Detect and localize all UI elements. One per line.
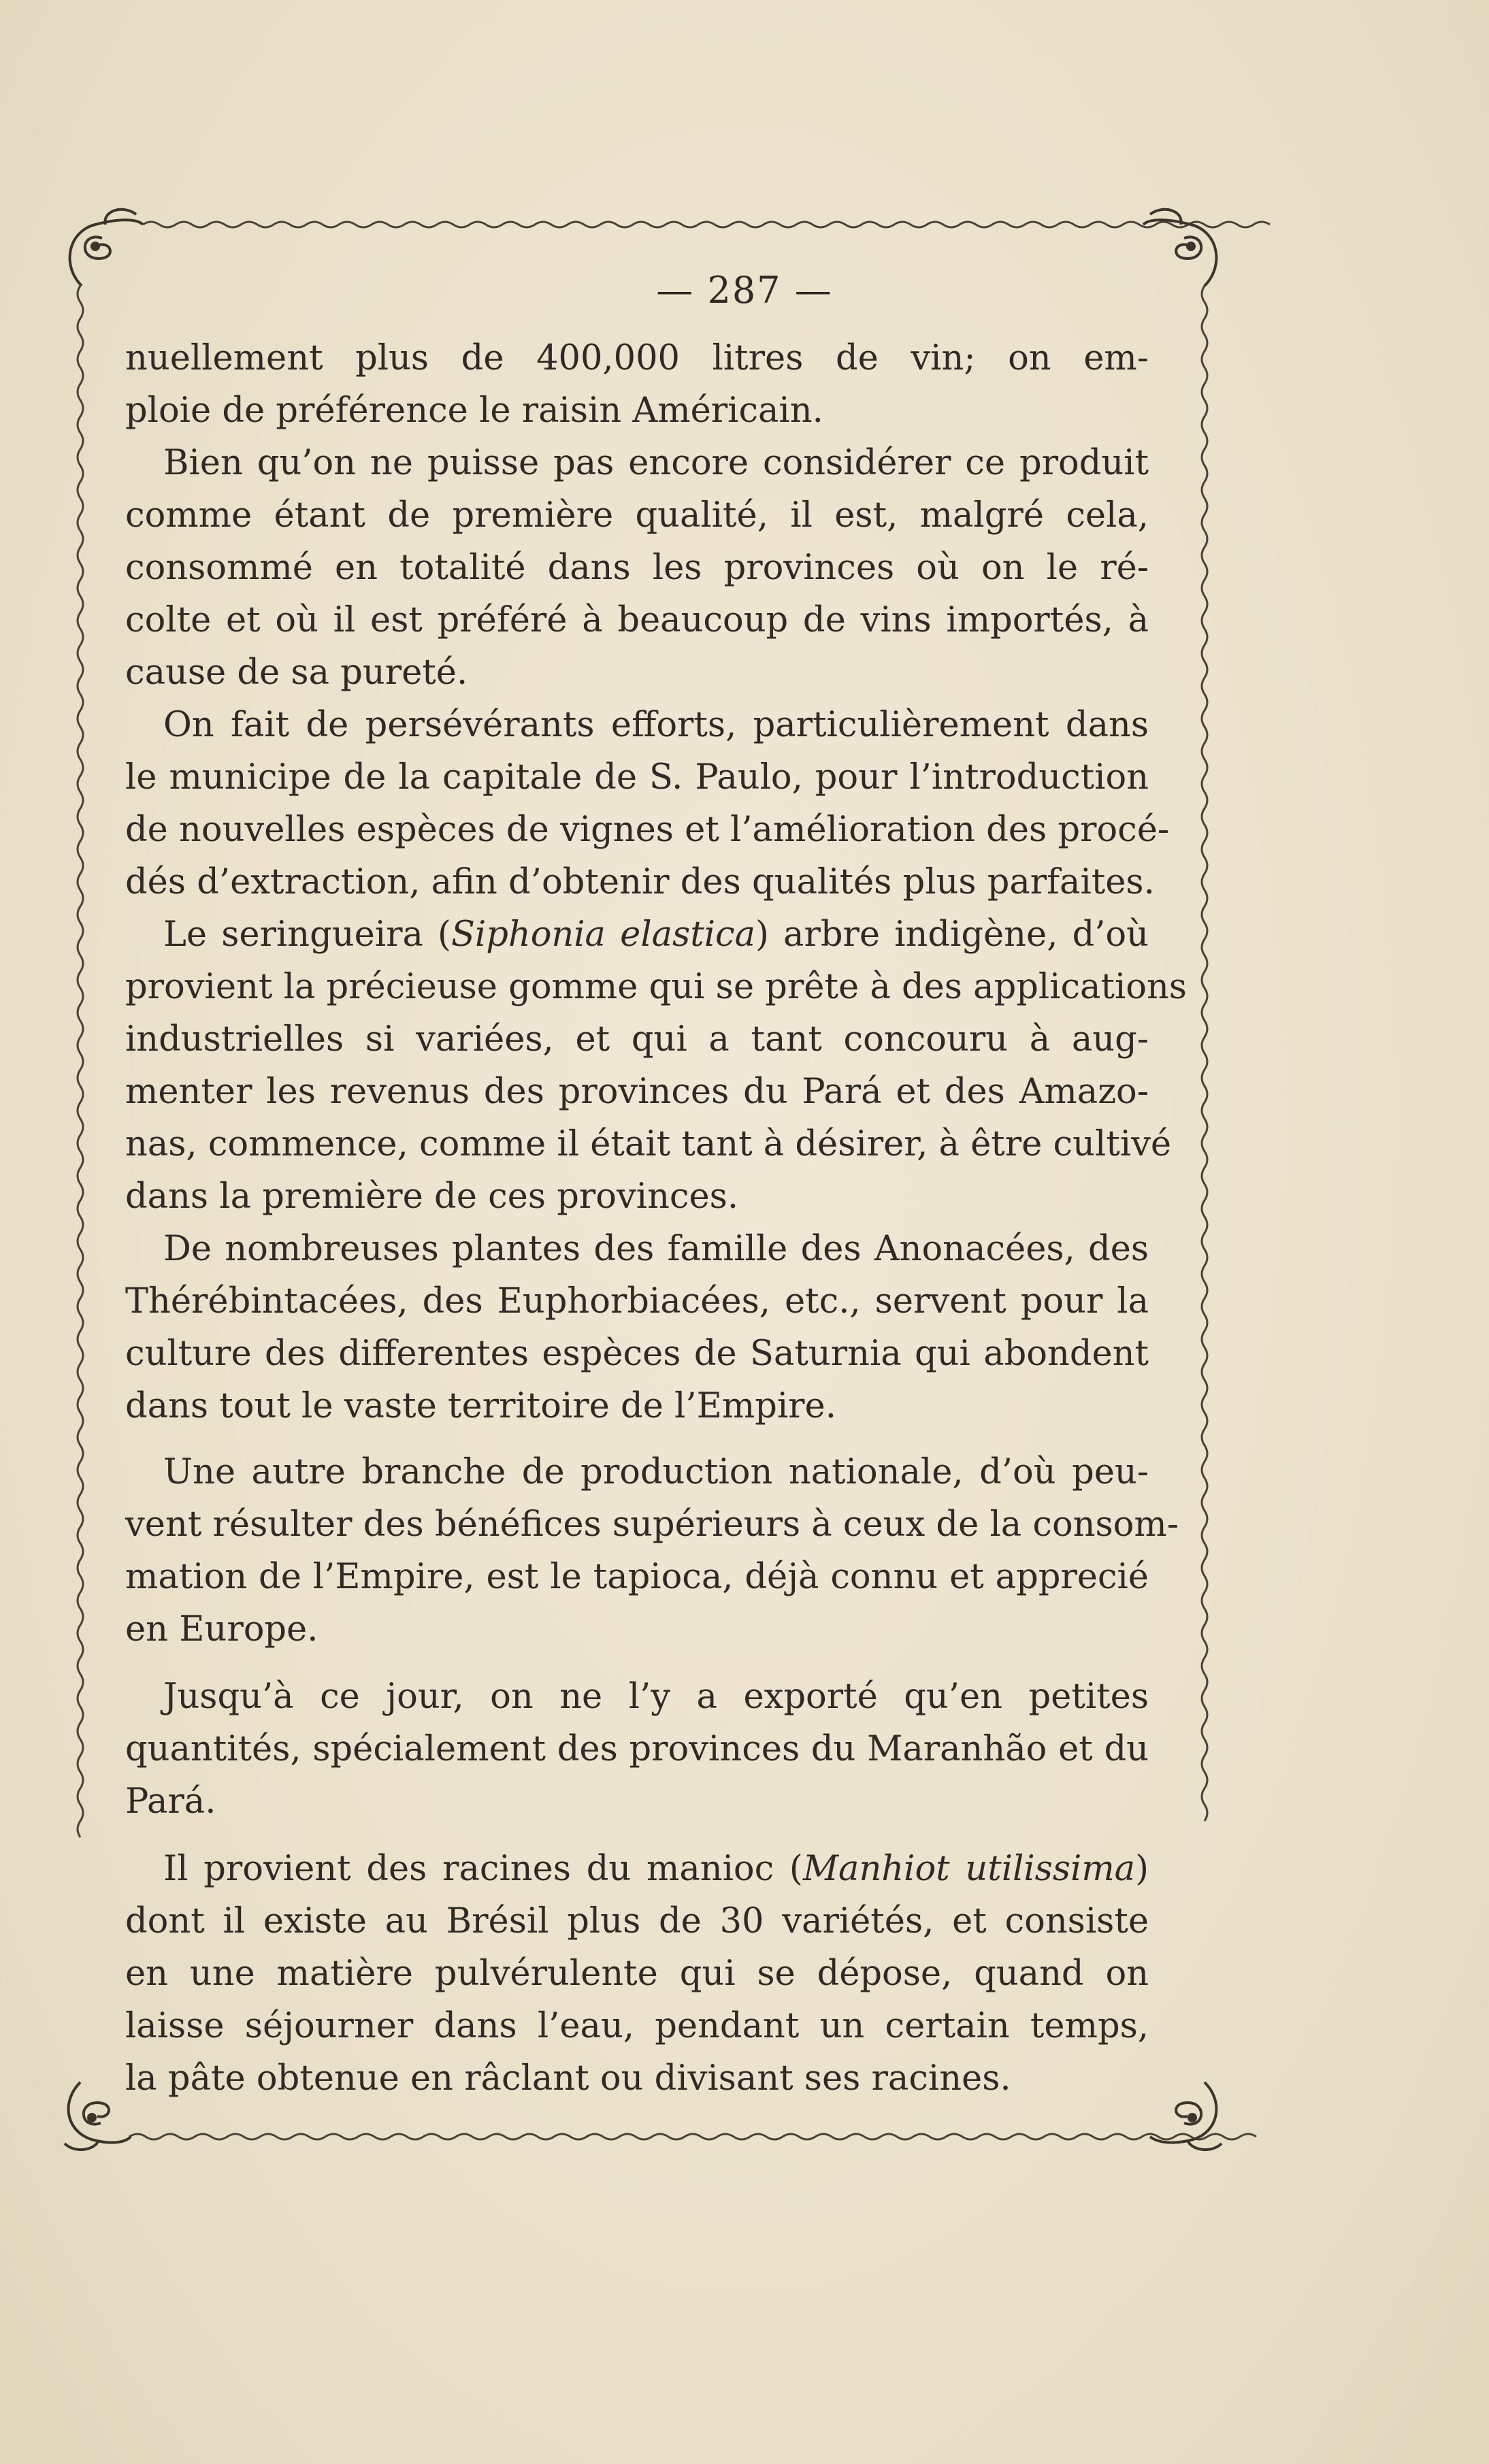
text-line: le municipe de la capitale de S. Paulo, pour l’introduction xyxy=(125,757,1149,798)
text-line: comme étant de première qualité, il est, malgré cela, xyxy=(125,495,1149,536)
text-line: en Europe. xyxy=(125,1609,318,1649)
text-line xyxy=(125,908,1149,961)
text-line: Jusqu’à ce jour, on ne l’y a exporté qu’en petites xyxy=(163,1677,1149,1717)
text-line: nuellement plus de 400,000 litres de vin; on em- xyxy=(125,338,1149,378)
text-line: la pâte obtenue en râclant ou divisant ses racines. xyxy=(125,2058,1011,2099)
text-line: nas, commence, comme il était tant à désirer, à être cultivé xyxy=(125,1124,1172,1164)
text-line: provient la précieuse gomme qui se prête à des applications xyxy=(125,967,1187,1007)
text-line: menter les revenus des provinces du Pará et des Amazo- xyxy=(125,1072,1149,1112)
left-wavy-rule xyxy=(78,286,83,1837)
text-line: dés d’extraction, afin d’obtenir des qualités plus parfaites. xyxy=(125,862,1155,902)
text-line: de nouvelles espèces de vignes et l’amélioration des procé- xyxy=(125,810,1170,850)
text-line xyxy=(125,1843,1149,1895)
italic-species-name: Siphonia elastica xyxy=(451,915,755,955)
right-wavy-rule xyxy=(1202,286,1207,1821)
text-line: dans tout le vaste territoire de l’Empire. xyxy=(125,1386,836,1426)
text-segment: Le seringueira ( xyxy=(163,915,451,955)
body-text xyxy=(125,332,1187,2105)
text-line: mation de l’Empire, est le tapioca, déjà connu et apprecié xyxy=(125,1557,1149,1597)
text-line: industrielles si variées, et qui a tant concouru à aug- xyxy=(125,1019,1149,1059)
text-line: colte et où il est préféré à beaucoup de vins importés, à xyxy=(125,600,1149,640)
text-line: Une autre branche de production nationale, d’où peu- xyxy=(163,1452,1149,1492)
text-line: consommé en totalité dans les provinces où on le ré- xyxy=(125,548,1149,588)
text-line: quantités, spécialement des provinces du Maranhão et du xyxy=(125,1729,1149,1769)
text-line: culture des differentes espèces de Saturnia qui abondent xyxy=(125,1334,1149,1374)
bottom-wavy-rule xyxy=(129,2134,1256,2139)
text-line: Thérébintacées, des Euphorbiacées, etc., servent pour la xyxy=(125,1281,1149,1321)
corner-ornament-bottom-left xyxy=(65,2082,131,2150)
text-line: cause de sa pureté. xyxy=(125,653,468,693)
italic-species-name: Manhiot utilissima xyxy=(802,1849,1136,1889)
text-segment: Il provient des racines du manioc ( xyxy=(163,1849,803,1889)
corner-ornament-bottom-right xyxy=(1150,2082,1222,2150)
text-segment: ) xyxy=(1135,1849,1149,1889)
text-line: dont il existe au Brésil plus de 30 variétés, et consiste xyxy=(125,1901,1149,1941)
text-line: laisse séjourner dans l’eau, pendant un certain temps, xyxy=(125,2006,1149,2046)
text-line: De nombreuses plantes des famille des Anonacées, des xyxy=(163,1229,1149,1269)
text-line: dans la première de ces provinces. xyxy=(125,1177,739,1217)
text-line: Bien qu’on ne puisse pas encore considérer ce produit xyxy=(163,443,1149,483)
text-line: ploie de préférence le raisin Américain. xyxy=(125,391,823,431)
page-number: — 287 — xyxy=(656,269,833,312)
text-line: vent résulter des bénéfices supérieurs à ceux de la consom- xyxy=(125,1505,1179,1545)
text-segment: ) arbre indigène, d’où xyxy=(755,915,1149,955)
text-line: en une matière pulvérulente qui se dépose, quand on xyxy=(125,1954,1149,1994)
top-wavy-rule xyxy=(143,222,1270,227)
text-line: Pará. xyxy=(125,1781,216,1822)
text-line: On fait de persévérants efforts, particulièrement dans xyxy=(163,705,1149,745)
